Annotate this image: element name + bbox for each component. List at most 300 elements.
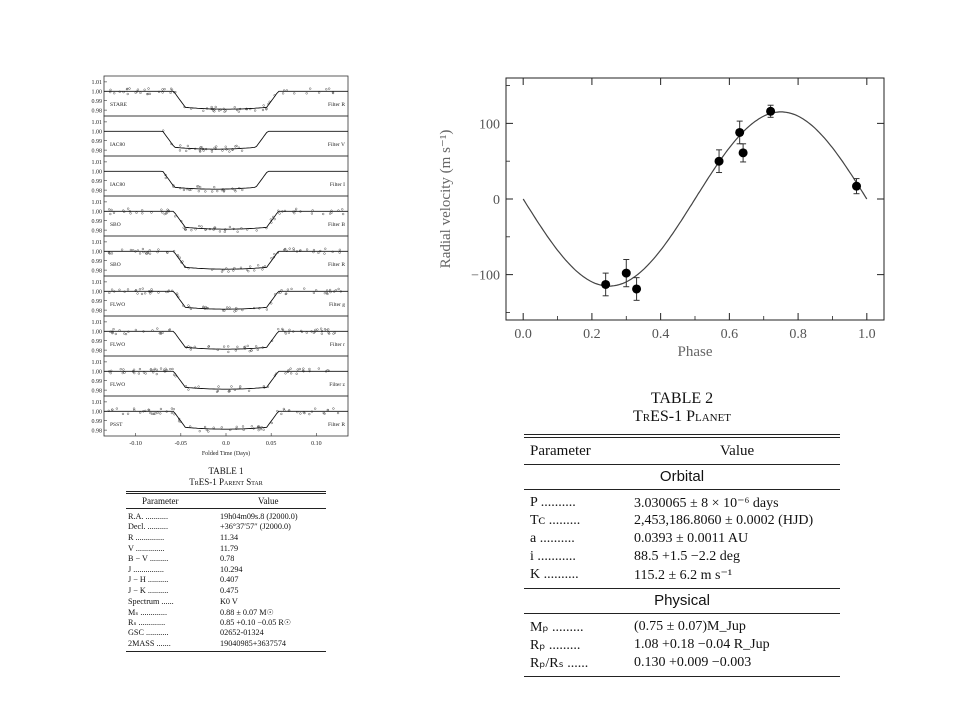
lc-data-point [215, 146, 217, 148]
y-tick-label: 1.01 [91, 240, 102, 247]
lc-data-point [125, 333, 127, 335]
lc-data-point [285, 372, 287, 374]
lc-data-point [144, 292, 146, 294]
lc-data-point [160, 209, 162, 211]
lc-filter-label: Filter R [328, 422, 345, 428]
lc-data-point [308, 413, 310, 415]
table-row [126, 564, 326, 575]
lc-filter-label: Filter z [329, 382, 345, 388]
lc-data-point [282, 92, 284, 94]
lc-data-point [156, 373, 158, 375]
row-parameter: Tᴄ ......... [530, 513, 581, 528]
row-parameter: K .......... [530, 567, 579, 582]
lc-data-point [339, 249, 341, 251]
lc-data-point [158, 249, 160, 251]
row-value: 115.2 ± 6.2 m s⁻¹ [634, 567, 733, 583]
row-parameter: Mₛ ............. [128, 607, 167, 617]
y-tick-label: 0.99 [91, 258, 102, 265]
lc-data-point [137, 89, 139, 91]
lc-data-point [293, 212, 295, 214]
rv-data-point [852, 182, 861, 191]
lc-data-point [164, 88, 166, 90]
lc-data-point [213, 186, 215, 188]
lc-data-point [139, 288, 141, 290]
table-1 [126, 466, 326, 652]
row-parameter: R .............. [128, 532, 165, 542]
row-parameter: J − K .......... [128, 585, 169, 595]
rv-data-point [601, 280, 610, 289]
lc-data-point [306, 92, 308, 94]
lc-data-point [255, 345, 257, 347]
lc-data-point [322, 213, 324, 215]
y-tick-label: 1.00 [91, 409, 102, 416]
y-tick-label: 0.99 [91, 418, 102, 425]
lc-data-point [273, 253, 275, 255]
lc-data-point [203, 150, 205, 152]
rv-x-tick-label: 0.6 [720, 327, 739, 342]
y-tick-label: 0.99 [91, 298, 102, 305]
rv-y-axis-label: Radial velocity (m s⁻¹) [438, 129, 454, 269]
lc-data-point [279, 213, 281, 215]
row-value: +36°37′57″ (J2000.0) [220, 522, 291, 532]
lc-data-point [281, 289, 283, 291]
lc-data-point [188, 305, 190, 307]
lc-data-point [227, 351, 229, 353]
lc-data-point [261, 268, 263, 270]
lc-data-point [240, 267, 242, 269]
lc-data-point [130, 212, 132, 214]
row-parameter: P .......... [530, 495, 576, 510]
lc-data-point [160, 408, 162, 410]
lc-data-point [144, 89, 146, 91]
y-tick-label: 0.99 [91, 378, 102, 385]
lc-data-point [122, 413, 124, 415]
lc-data-point [242, 426, 244, 428]
lc-data-point [198, 225, 200, 227]
lc-data-point [127, 93, 129, 95]
lc-data-point [271, 257, 273, 259]
lc-data-point [324, 292, 326, 294]
y-tick-label: 0.98 [91, 188, 102, 195]
lc-data-point [175, 375, 177, 377]
lc-data-point [313, 249, 315, 251]
lc-data-point [149, 412, 151, 414]
row-parameter: V .............. [128, 543, 165, 553]
rv-x-tick-label: 0.2 [583, 327, 601, 342]
lc-data-point [324, 328, 326, 330]
y-tick-label: 1.01 [91, 120, 102, 127]
lc-model-curve [104, 371, 348, 389]
lc-data-point [127, 413, 129, 415]
lc-data-point [309, 368, 311, 370]
lc-data-point [225, 146, 227, 148]
row-value: 0.88 ± 0.07 M☉ [220, 607, 274, 617]
row-value: 3.030065 ± 8 × 10⁻⁶ days [634, 495, 779, 511]
lc-data-point [142, 248, 144, 250]
lc-site-label: IAC80 [110, 182, 125, 188]
lc-data-point [179, 145, 181, 147]
lc-data-point [241, 189, 243, 191]
table-2-col-value: Value [720, 442, 755, 459]
lc-data-point [148, 88, 150, 90]
lc-data-point [227, 346, 229, 348]
lc-data-point [318, 368, 320, 370]
lc-data-point [321, 333, 323, 335]
row-parameter: J − H .......... [128, 575, 169, 585]
x-tick-label: -0.10 [129, 441, 142, 447]
lc-data-point [264, 265, 266, 267]
row-value: 19040985+3637574 [220, 638, 287, 648]
row-value: 0.0393 ± 0.0011 AU [634, 531, 749, 546]
row-value: 02652-01324 [220, 628, 264, 638]
table-row [126, 606, 326, 617]
x-tick-label: 0.10 [311, 441, 322, 447]
lc-data-point [141, 293, 143, 295]
lc-data-point [332, 408, 334, 410]
lc-data-point [211, 191, 213, 193]
lc-data-point [235, 310, 237, 312]
table-2-col-param: Parameter [530, 442, 591, 459]
y-tick-label: 0.98 [91, 108, 102, 115]
table-row [524, 548, 840, 566]
lc-data-point [289, 329, 291, 331]
lc-data-point [195, 228, 197, 230]
lc-data-point [206, 429, 208, 431]
lc-data-point [241, 150, 243, 152]
row-parameter: Mₚ ......... [530, 619, 584, 635]
table-row [126, 638, 326, 649]
lc-data-point [221, 271, 223, 273]
lc-data-point [113, 92, 115, 94]
row-value: K0 V [220, 596, 238, 606]
lc-data-point [130, 249, 132, 251]
lc-data-point [295, 208, 297, 210]
lc-data-point [137, 293, 139, 295]
lc-data-point [189, 426, 191, 428]
lc-data-point [171, 408, 173, 410]
lc-data-point [237, 231, 239, 233]
lc-data-point [256, 230, 258, 232]
lc-data-point [162, 89, 164, 91]
table-2-title: TrES-1 Planet [632, 408, 732, 425]
lc-data-point [228, 151, 230, 153]
lc-data-point [311, 213, 313, 215]
lc-data-point [164, 213, 166, 215]
lc-data-point [187, 389, 189, 391]
rv-data-point [739, 148, 748, 157]
x-tick-label: -0.05 [174, 441, 188, 447]
y-tick-label: 1.00 [91, 369, 102, 376]
table-row [126, 553, 326, 564]
table-row [524, 530, 840, 548]
rv-x-tick-label: 0.4 [651, 327, 670, 342]
y-tick-label: 0.98 [91, 388, 102, 395]
row-value: 1.08 +0.18 −0.04 R_Jup [634, 637, 770, 652]
y-tick-label: 0.98 [91, 348, 102, 355]
rv-data-point [735, 128, 744, 137]
table-1-header [126, 494, 326, 508]
lc-site-label: SBO [110, 222, 121, 228]
lc-data-point [122, 372, 124, 374]
lc-data-point [136, 212, 138, 214]
lc-data-point [185, 150, 187, 152]
lc-data-point [165, 177, 167, 179]
lc-filter-label: Filter R [328, 262, 345, 268]
lc-data-point [299, 413, 301, 415]
lc-data-point [271, 422, 273, 424]
rv-data-point [622, 269, 631, 278]
lc-data-point [342, 213, 344, 215]
lc-data-point [289, 248, 291, 250]
lc-data-point [235, 350, 237, 352]
lc-x-axis-label: Folded Time (Days) [201, 451, 251, 457]
table-row [126, 628, 326, 639]
y-tick-label: 1.01 [91, 400, 102, 407]
lc-site-label: FLWO [110, 302, 126, 308]
row-parameter: a .......... [530, 531, 575, 546]
lc-data-point [314, 329, 316, 331]
lc-data-point [270, 302, 272, 304]
lc-data-point [229, 307, 231, 309]
row-parameter: R.A. ........... [128, 511, 169, 521]
row-value: 10.294 [220, 564, 243, 574]
lc-data-point [108, 292, 110, 294]
row-value: 0.78 [220, 554, 235, 564]
lc-data-point [309, 88, 311, 90]
table-row [126, 596, 326, 607]
lc-data-point [320, 328, 322, 330]
lc-data-point [113, 212, 115, 214]
y-tick-label: 1.01 [91, 280, 102, 287]
table-2-section-orbital: Orbital [659, 468, 705, 485]
lc-data-point [257, 264, 259, 266]
light-curve-panel [104, 396, 348, 436]
lc-data-point [316, 329, 318, 331]
row-value: 0.407 [220, 575, 239, 585]
lc-data-point [153, 369, 155, 371]
x-tick-label: 0.0 [222, 441, 230, 447]
row-value: 19h04m09s.8 (J2000.0) [220, 511, 298, 521]
lc-data-point [211, 106, 213, 108]
row-value: (0.75 ± 0.07)M_Jup [634, 619, 746, 634]
rv-y-tick-label: −100 [471, 268, 500, 284]
y-tick-label: 1.01 [91, 360, 102, 367]
lc-data-point [229, 226, 231, 228]
lc-data-point [113, 328, 115, 330]
lc-data-point [190, 229, 192, 231]
lc-data-point [179, 150, 181, 152]
lc-data-point [183, 227, 185, 229]
rv-data-point [766, 107, 775, 116]
lc-site-label: STARE [110, 102, 127, 108]
lc-data-point [337, 412, 339, 414]
y-tick-label: 0.99 [91, 138, 102, 145]
lc-data-point [223, 346, 225, 348]
rv-y-tick-label: 0 [493, 193, 500, 208]
row-value: 88.5 +1.5 −2.2 deg [634, 549, 741, 564]
lc-data-point [263, 429, 265, 431]
lc-data-point [198, 386, 200, 388]
lc-site-label: PSST [110, 422, 123, 428]
lc-data-point [262, 109, 264, 111]
lc-data-point [151, 212, 153, 214]
lc-data-point [290, 368, 292, 370]
y-tick-label: 1.01 [91, 80, 102, 87]
rv-x-axis-label: Phase [677, 344, 713, 360]
lc-data-point [115, 333, 117, 335]
rv-y-tick-label: 100 [479, 117, 500, 133]
row-parameter: i ........... [530, 549, 576, 564]
table-row [126, 585, 326, 596]
lc-data-point [127, 208, 129, 210]
row-value: 0.130 +0.009 −0.003 [634, 655, 752, 670]
lc-data-point [133, 369, 135, 371]
lc-data-point [254, 110, 256, 112]
table-row [126, 511, 326, 522]
lc-data-point [318, 252, 320, 254]
lc-data-point [219, 231, 221, 233]
y-tick-label: 0.98 [91, 228, 102, 235]
lc-data-point [251, 425, 253, 427]
lc-data-point [161, 212, 163, 214]
lc-data-point [341, 208, 343, 210]
rv-data-point [632, 284, 641, 293]
lc-data-point [138, 373, 140, 375]
lc-data-point [231, 386, 233, 388]
lc-data-point [236, 346, 238, 348]
lc-site-label: FLWO [110, 382, 126, 388]
lc-data-point [232, 270, 234, 272]
table-row [524, 636, 840, 654]
lc-model-curve [104, 131, 348, 149]
rv-x-tick-label: 1.0 [858, 327, 876, 342]
light-curve-panel [104, 316, 348, 356]
table-1-col-param: Parameter [142, 496, 179, 506]
lc-data-point [173, 374, 175, 376]
lc-data-point [329, 289, 331, 291]
lc-filter-label: Filter g [328, 302, 345, 308]
lc-data-point [157, 412, 159, 414]
lc-data-point [156, 328, 158, 330]
y-tick-label: 0.98 [91, 428, 102, 435]
row-value: 2,453,186.8060 ± 0.0002 (HJD) [634, 513, 814, 528]
y-tick-label: 1.00 [91, 129, 102, 136]
lc-data-point [183, 189, 185, 191]
row-parameter: GSC ........... [128, 628, 169, 638]
lc-data-point [141, 212, 143, 214]
lc-data-point [111, 289, 113, 291]
row-parameter: Decl. .......... [128, 522, 169, 532]
y-tick-label: 0.98 [91, 268, 102, 275]
lc-data-point [263, 105, 265, 107]
lc-data-point [338, 288, 340, 290]
lc-data-point [190, 308, 192, 310]
lc-data-point [110, 89, 112, 91]
lc-data-point [223, 310, 225, 312]
lc-data-point [297, 369, 299, 371]
rv-data-point [715, 157, 724, 166]
rv-x-tick-label: 0.8 [789, 327, 807, 342]
lc-data-point [109, 213, 111, 215]
lc-data-point [296, 373, 298, 375]
lc-data-point [291, 288, 293, 290]
lc-data-point [174, 215, 176, 217]
y-tick-label: 1.00 [91, 209, 102, 216]
lc-data-point [199, 186, 201, 188]
lc-filter-label: Filter r [329, 342, 345, 348]
lc-data-point [142, 288, 144, 290]
lc-data-point [116, 408, 118, 410]
lc-site-label: SBO [110, 262, 121, 268]
lc-data-point [328, 88, 330, 90]
lc-data-point [290, 372, 292, 374]
table-row [126, 543, 326, 554]
lc-data-point [234, 106, 236, 108]
lc-data-point [314, 408, 316, 410]
y-tick-label: 0.99 [91, 218, 102, 225]
lc-model-curve [104, 171, 348, 189]
x-tick-label: 0.05 [265, 441, 277, 447]
light-curve-panel [104, 156, 348, 196]
light-curve-panel [104, 236, 348, 276]
lc-data-point [159, 413, 161, 415]
table-row [126, 575, 326, 586]
lc-data-point [274, 218, 276, 220]
lc-data-point [306, 249, 308, 251]
lc-data-point [236, 426, 238, 428]
row-parameter: Rₚ/Rₛ ...... [530, 655, 589, 671]
lc-data-point [318, 92, 320, 94]
y-tick-label: 1.00 [91, 329, 102, 336]
table-2-section-physical: Physical [654, 592, 710, 609]
row-parameter: Rₛ ............. [128, 618, 166, 628]
table-row [524, 494, 840, 512]
lc-data-point [215, 106, 217, 108]
lc-data-point [257, 349, 259, 351]
lc-model-curve [104, 331, 348, 349]
y-tick-label: 1.00 [91, 289, 102, 296]
y-tick-label: 1.00 [91, 249, 102, 256]
lc-data-point [124, 372, 126, 374]
row-value: 11.79 [220, 543, 239, 553]
radial-velocity-chart [432, 74, 902, 394]
lc-data-point [228, 271, 230, 273]
y-tick-label: 1.01 [91, 160, 102, 167]
lc-data-point [170, 92, 172, 94]
y-tick-label: 0.99 [91, 98, 102, 105]
lc-data-point [302, 368, 304, 370]
lc-data-point [288, 332, 290, 334]
lc-data-point [201, 226, 203, 228]
lc-data-point [149, 253, 151, 255]
row-value: 0.85 +0.10 −0.05 R☉ [220, 618, 292, 628]
lc-data-point [162, 92, 164, 94]
lc-data-point [187, 145, 189, 147]
lc-data-point [287, 289, 289, 291]
lc-site-label: FLWO [110, 342, 126, 348]
lc-data-point [241, 309, 243, 311]
lc-data-point [218, 386, 220, 388]
lc-data-point [145, 373, 147, 375]
lc-data-point [140, 92, 142, 94]
table-2-header [524, 438, 840, 464]
lc-data-point [303, 288, 305, 290]
y-tick-label: 0.98 [91, 148, 102, 155]
lc-data-point [293, 92, 295, 94]
lc-data-point [190, 349, 192, 351]
table-2 [524, 390, 840, 677]
lc-data-point [198, 190, 200, 192]
